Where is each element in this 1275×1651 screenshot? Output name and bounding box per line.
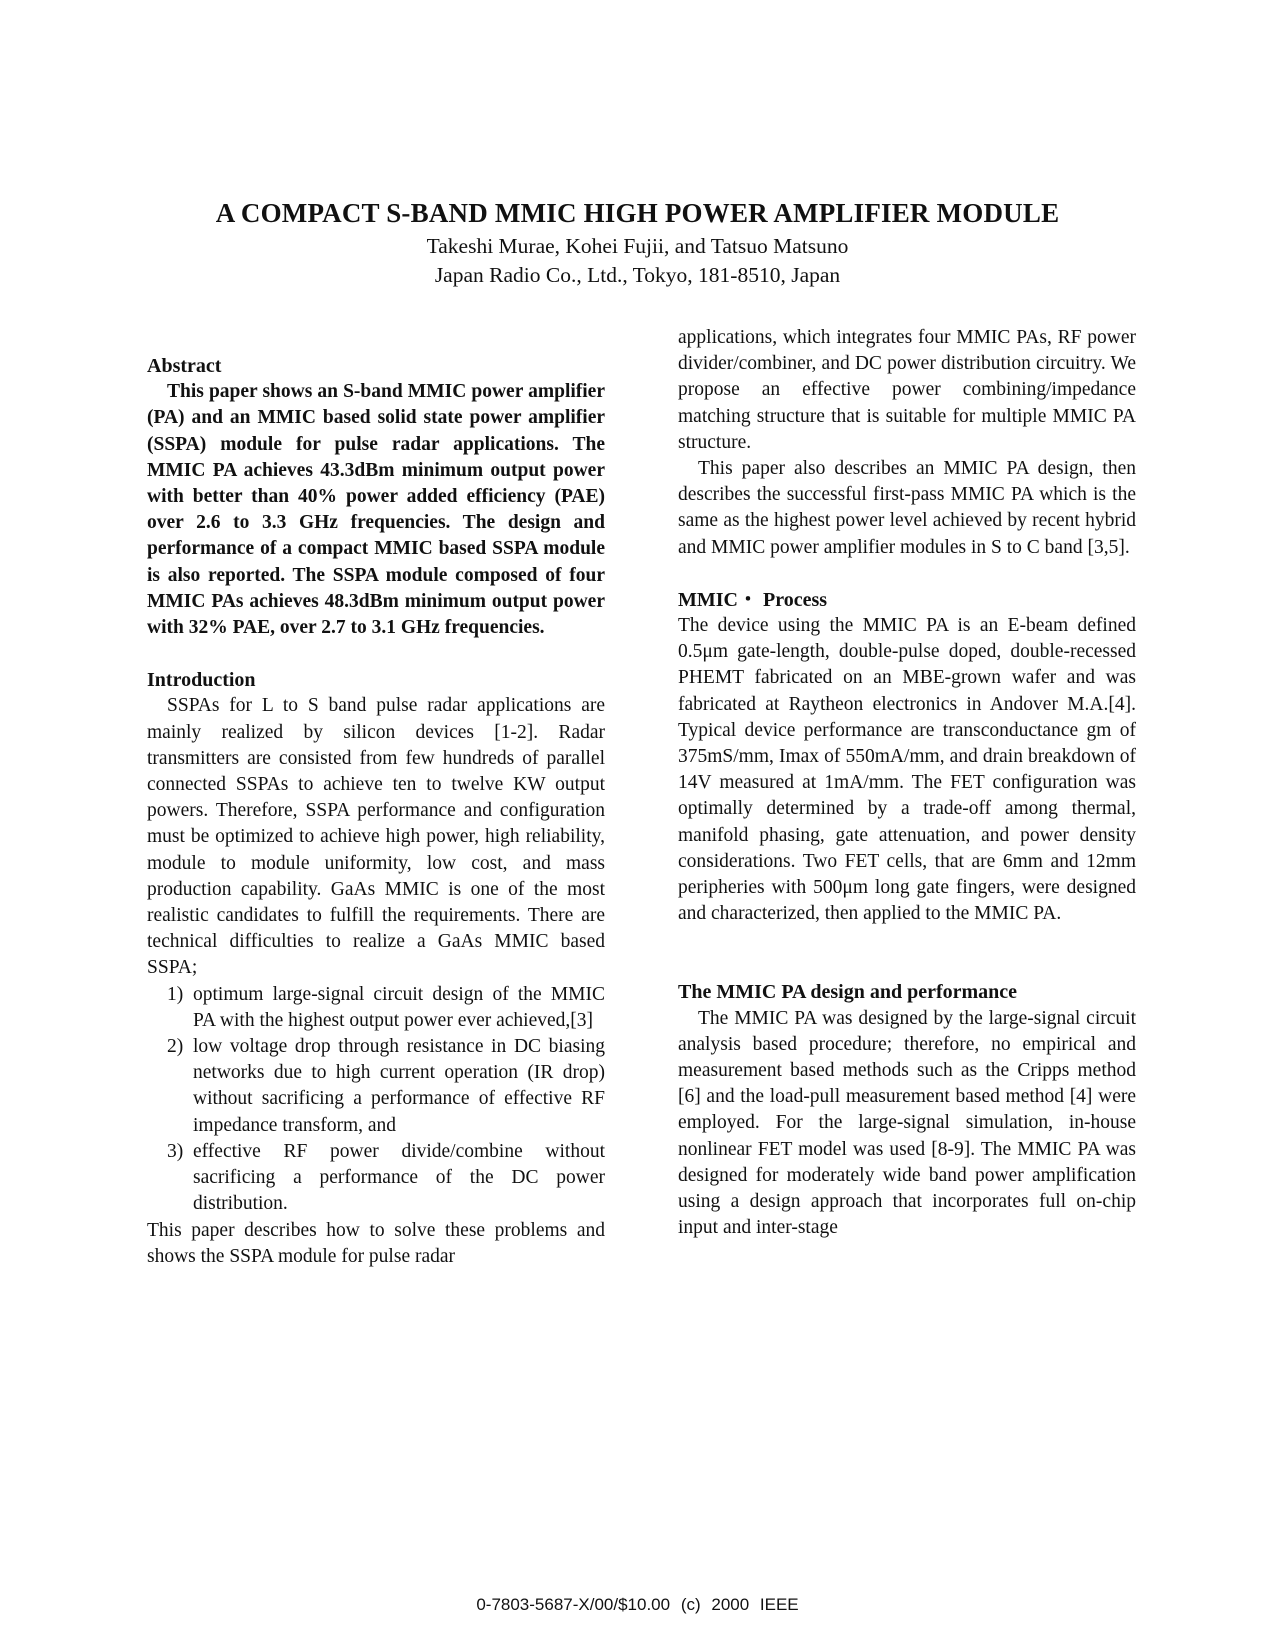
left-column [147,353,605,1270]
abstract-text: This paper shows an S-band MMIC power amplifier (PA) and an MMIC based solid state power amplifier (SSPA) module for pulse radar applications. The MMIC PA achieves 43.3dBm minimum output power with better than 40% power added efficiency (PAE) over 2.6 to 3.3 GHz frequencies. The design and performance of a compact MMIC based SSPA module is also reported. The SSPA module composed of four MMIC PAs achieves 48.3dBm minimum output power with 32% PAE, over 2.7 to 3.1 GHz frequencies. [147,381,605,639]
affiliation: Japan Radio Co., Ltd., Tokyo, 181-8510, Japan [434,263,841,287]
list-item: 2) low voltage drop through resistance in DC biasing networks due to high current operation (IR drop) without sacrificing a performance of effective RF impedance transform, and [167,1036,605,1136]
introduction-heading: Introduction [147,669,256,692]
abstract-heading: Abstract [147,355,222,377]
author-block [0,232,1275,290]
paper-title: A COMPACT S-BAND MMIC HIGH POWER AMPLIFIER MODULE [215,198,1060,228]
list-item: 1) optimum large-signal circuit design of the MMIC PA with the highest output power ever achieved,[3] [167,983,605,1031]
author-names: Takeshi Murae, Kohei Fujii, and Tatsuo Matsuno [426,234,849,258]
introduction-paragraph-3: This paper also describes an MMIC PA design, then describes the successful first-pass MMIC PA which is the same as the highest power level achieved by recent hybrid and MMIC power amplifier modules in S to C band [3,5]. [678,458,1136,558]
introduction-paragraph-2-continued: applications, which integrates four MMIC PAs, RF power divider/combiner, and DC power distribution circuitry. We propose an effective power combining/impedance matching structure that is suitable for multiple MMIC PA structure. [678,327,1136,453]
copyright-footer: 0-7803-5687-X/00/$10.00 (c) 2000 IEEE [476,1595,799,1614]
introduction-paragraph-2: This paper describes how to solve these problems and shows the SSPA module for pulse radar [147,1219,605,1267]
design-heading: The MMIC PA design and performance [678,981,1018,1004]
process-heading: MMIC・ Process [678,588,828,611]
list-item: 3) effective RF power divide/combine without sacrificing a performance of the DC power distribution. [167,1140,605,1215]
right-column [678,325,1136,1242]
process-text: The device using the MMIC PA is an E-beam defined 0.5μm gate-length, double-pulse doped, double-recessed PHEMT fabricated on an MBE-grown wafer and was fabricated at Raytheon electronics in Andover M.A.[4]. Typical device performance are transconductance gm of 375mS/mm, Imax of 550mA/mm, and drain breakdown of 14V measured at 1mA/mm. The FET configuration was optimally determined by a trade-off among thermal, manifold phasing, gate attenuation, and power density considerations. Two FET cells, that are 6mm and 12mm peripheries with 500μm long gate fingers, were designed and characterized, then applied to the MMIC PA. [678,615,1136,925]
requirements-list [147,982,605,1218]
design-text: The MMIC PA was designed by the large-signal circuit analysis based procedure; therefore, no empirical and measurement based methods such as the Cripps method [6] and the load-pull measurement based method [4] were employed. For the large-signal simulation, in-house nonlinear FET model was used [8-9]. The MMIC PA was designed for moderately wide band power amplification using a design approach that incorporates full on-chip input and inter-stage [678,1007,1136,1239]
introduction-paragraph: SSPAs for L to S band pulse radar applications are mainly realized by silicon devices [1-2]. Radar transmitters are consisted from few hundreds of parallel connected SSPAs to achieve ten to twelve KW output powers. Therefore, SSPA performance and configuration must be optimized to achieve high power, high reliability, module to module uniformity, low cost, and mass production capability. GaAs MMIC is one of the most realistic candidates to fulfill the requirements. There are technical difficulties to realize a GaAs MMIC based SSPA; [147,695,605,979]
